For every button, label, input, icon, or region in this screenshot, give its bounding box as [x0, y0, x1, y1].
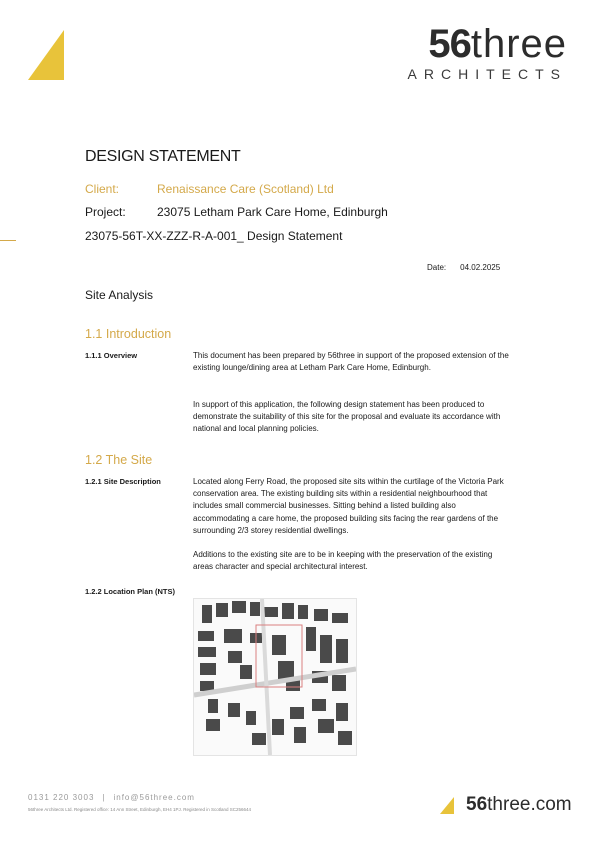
intro-heading: 1.1 Introduction: [85, 327, 172, 341]
date-value: 04.02.2025: [460, 263, 501, 272]
footer-small-print: 56three Architects Ltd. Registered office: 14 Ann Street, Edinburgh, EH4 1PJ. Registered in Scotland SC256644: [28, 807, 252, 812]
date-label: Date:: [427, 263, 447, 272]
footer-email[interactable]: info@56three.com: [113, 793, 195, 802]
footer-phone: 0131 220 3003: [28, 793, 95, 802]
project-value: 23075 Letham Park Care Home, Edinburgh: [157, 205, 388, 219]
section-subtitle: Site Analysis: [85, 288, 154, 302]
logo-triangle-top: [28, 30, 64, 80]
company-logo: [408, 24, 567, 82]
site-description-paragraph-2: Additions to the existing site are to be in keeping with the preservation of the existing areas character and special architectural interest.: [193, 550, 493, 572]
client-row: [85, 182, 334, 196]
project-row: [85, 205, 388, 219]
location-plan-drawing: [194, 599, 356, 755]
location-plan-map: [193, 598, 357, 756]
logo-subtitle: ARCHITECTS: [407, 66, 567, 82]
client-label: Client:: [85, 182, 120, 196]
logo-number: 56: [428, 22, 471, 66]
logo-word: three: [470, 22, 567, 66]
overview-paragraph-1: This document has been prepared by 56three in support of the proposed extension of the existing lounge/dining area at Letham Park Care Home, Edinburgh.: [193, 351, 509, 373]
overview-label: 1.1.1 Overview: [85, 351, 138, 360]
document-reference: 23075-56T-XX-ZZZ-R-A-001_ Design Statement: [85, 229, 343, 243]
footer-contact: [28, 793, 195, 802]
footer-logo-number: 56: [466, 794, 488, 815]
project-label: Project:: [85, 205, 126, 219]
margin-mark: [0, 240, 16, 241]
footer-logo: [466, 794, 572, 816]
client-value: Renaissance Care (Scotland) Ltd: [157, 182, 334, 196]
location-plan-label: 1.2.2 Location Plan (NTS): [85, 587, 176, 596]
site-heading: 1.2 The Site: [85, 453, 153, 467]
footer-separator: |: [102, 793, 106, 802]
footer-logo-triangle: [440, 797, 454, 814]
date-row: [427, 263, 500, 272]
site-description-label: 1.2.1 Site Description: [85, 477, 161, 486]
document-title: DESIGN STATEMENT: [85, 148, 241, 165]
overview-paragraph-2: In support of this application, the following design statement has been produced to demonstrate the suitability of this site for the proposal and evaluate its accordance with national and local planning policies.: [193, 400, 501, 434]
site-description-paragraph-1: Located along Ferry Road, the proposed site sits within the curtilage of the Victoria Park conservation area. The existing building sits within a residential neighbourhood that includes small commercial businesses. Sitting behind a listed building also accommodating a care home, the proposed building sits facing the rear gardens of the surrounding 2/3 storey residential dwellings.: [193, 477, 504, 535]
footer-logo-word: three.com: [487, 794, 572, 815]
